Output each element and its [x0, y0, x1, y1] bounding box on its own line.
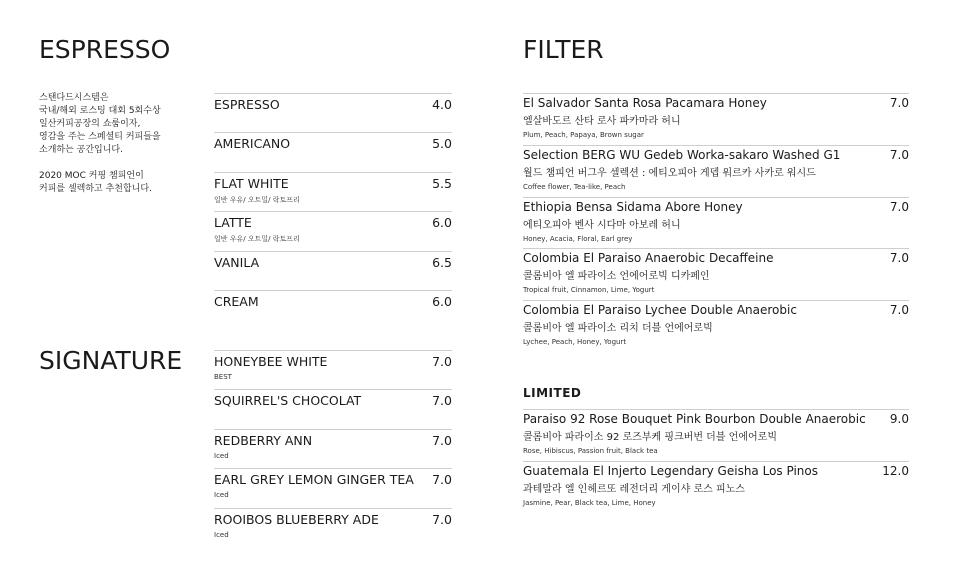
menu-item-name: FLAT WHITE	[214, 175, 289, 191]
menu-item-note: 일반 우유/ 오트밀/ 락토프리	[214, 235, 300, 244]
menu-item	[523, 197, 909, 249]
menu-item-note: BEST	[214, 373, 232, 381]
menu-item-name: LATTE	[214, 215, 252, 231]
menu-item	[214, 429, 452, 468]
menu-item-note: 일반 우유/ 오트밀/ 락토프리	[214, 195, 300, 204]
menu-item	[214, 508, 452, 547]
menu-item-price: 7.0	[432, 354, 452, 369]
menu-item-name: HONEYBEE WHITE	[214, 354, 328, 369]
menu-item-tasting-notes: Tropical fruit, Cinnamon, Lime, Yogurt	[523, 286, 655, 295]
menu-item-name: Colombia El Paraiso Lychee Double Anaerobic	[523, 303, 797, 318]
menu-item-name: Guatemala El Injerto Legendary Geisha Los Pinos	[523, 463, 818, 478]
menu-item	[214, 290, 452, 329]
menu-item-price: 12.0	[882, 463, 909, 478]
menu-item	[214, 211, 452, 250]
menu-item-name: ESPRESSO	[214, 97, 280, 112]
menu-item-name: SQUIRREL'S CHOCOLAT	[214, 393, 362, 409]
menu-item-korean-name: 콜롬비아 엘 파라이소 리치 더블 언에어로빅	[523, 323, 713, 335]
menu-item-price: 7.0	[432, 432, 452, 448]
menu-item-korean-name: 엘살바도르 산타 로사 파카마라 허니	[523, 116, 681, 127]
menu-item-name: CREAM	[214, 293, 259, 309]
menu-item-tasting-notes: Lychee, Peach, Honey, Yogurt	[523, 338, 627, 347]
menu-item-price: 7.0	[432, 393, 452, 409]
menu-item-name: Ethiopia Bensa Sidama Abore Honey	[523, 199, 743, 214]
menu-item-price: 7.0	[889, 199, 909, 214]
menu-item	[214, 251, 452, 290]
menu-item	[523, 461, 909, 513]
menu-item-name: Selection BERG WU Gedeb Worka-sakaro Washed G1	[523, 147, 841, 162]
menu-item-price: 5.5	[432, 175, 452, 191]
menu-item	[523, 248, 909, 300]
menu-item-name: EARL GREY LEMON GINGER TEA	[214, 472, 414, 488]
intro-paragraph: 스탠다드시스템은 국내/해외 로스팅 대회 5회수상 일산커피공장의 쇼룸이자, 영감을 주는 스페셜티 커피들을 소개하는 공간입니다.	[39, 93, 161, 155]
menu-item-note: Iced	[214, 530, 229, 539]
espresso-menu-list	[214, 93, 452, 329]
espresso-section-title: ESPRESSO	[39, 35, 171, 64]
menu-item-korean-name: 콜롬비아 엘 파라이소 언에어로빅 디카페인	[523, 271, 710, 283]
menu-item	[523, 93, 909, 145]
menu-item-tasting-notes: Coffee flower, Tea-like, Peach	[523, 182, 626, 191]
menu-item-tasting-notes: Plum, Peach, Papaya, Brown sugar	[523, 131, 644, 139]
menu-item-korean-name: 에티오피아 벤사 시다마 아보레 허니	[523, 219, 681, 231]
menu-item-note: Iced	[214, 491, 229, 500]
menu-item-name: Colombia El Paraiso Anaerobic Decaffeine	[523, 251, 774, 266]
menu-item	[523, 409, 909, 461]
menu-item	[214, 93, 452, 132]
menu-item-price: 7.0	[432, 472, 452, 488]
signature-section-title: SIGNATURE	[39, 346, 183, 375]
menu-item	[523, 145, 909, 197]
signature-menu-list	[214, 350, 452, 547]
menu-item-price: 7.0	[432, 511, 452, 527]
filter-section-title: FILTER	[523, 35, 604, 64]
menu-item-price: 5.0	[432, 136, 452, 152]
menu-item-name: ROOIBOS BLUEBERRY ADE	[214, 511, 379, 527]
limited-menu-list	[523, 409, 909, 513]
menu-item-price: 7.0	[889, 303, 909, 318]
menu-item-price: 7.0	[889, 147, 909, 162]
menu-item-name: VANILA	[214, 254, 260, 270]
menu-item-name: REDBERRY ANN	[214, 432, 313, 448]
menu-item	[214, 389, 452, 428]
menu-item-price: 9.0	[889, 412, 909, 426]
menu-item-korean-name: 콜롬비아 파라이소 92 로즈부케 핑크버번 더블 언에어로빅	[523, 432, 777, 443]
menu-item-name: Paraiso 92 Rose Bouquet Pink Bourbon Double Anaerobic	[523, 412, 866, 426]
menu-item-price: 6.0	[432, 293, 452, 309]
menu-item	[214, 132, 452, 171]
menu-item-price: 6.0	[432, 215, 452, 231]
menu-item-name: AMERICANO	[214, 136, 291, 152]
menu-item-tasting-notes: Rose, Hibiscus, Passion fruit, Black tea	[523, 447, 658, 455]
menu-item	[523, 300, 909, 352]
filter-menu-list	[523, 93, 909, 352]
menu-item-korean-name: 과테말라 엘 인헤르또 레전더리 게이샤 로스 피노스	[523, 483, 745, 495]
menu-item-price: 7.0	[889, 251, 909, 266]
limited-section-title: LIMITED	[523, 386, 582, 400]
intro-paragraph: 2020 MOC 커핑 챔피언이 커피를 셀렉하고 추천합니다.	[39, 171, 152, 194]
menu-item-price: 7.0	[889, 96, 909, 110]
menu-item-korean-name: 월드 챔피언 버그우 셀렉션 : 에티오피아 게뎁 워르카 사카로 워시드	[523, 167, 816, 179]
menu-item-price: 6.5	[432, 254, 452, 270]
menu-item-price: 4.0	[432, 97, 452, 112]
menu-item	[214, 350, 452, 389]
menu-item-tasting-notes: Jasmine, Pear, Black tea, Lime, Honey	[523, 498, 656, 507]
menu-item	[214, 468, 452, 507]
menu-item	[214, 172, 452, 211]
menu-item-note: Iced	[214, 451, 229, 460]
intro-text	[39, 92, 199, 209]
menu-item-name: El Salvador Santa Rosa Pacamara Honey	[523, 96, 767, 110]
menu-item-tasting-notes: Honey, Acacia, Floral, Earl grey	[523, 234, 633, 243]
